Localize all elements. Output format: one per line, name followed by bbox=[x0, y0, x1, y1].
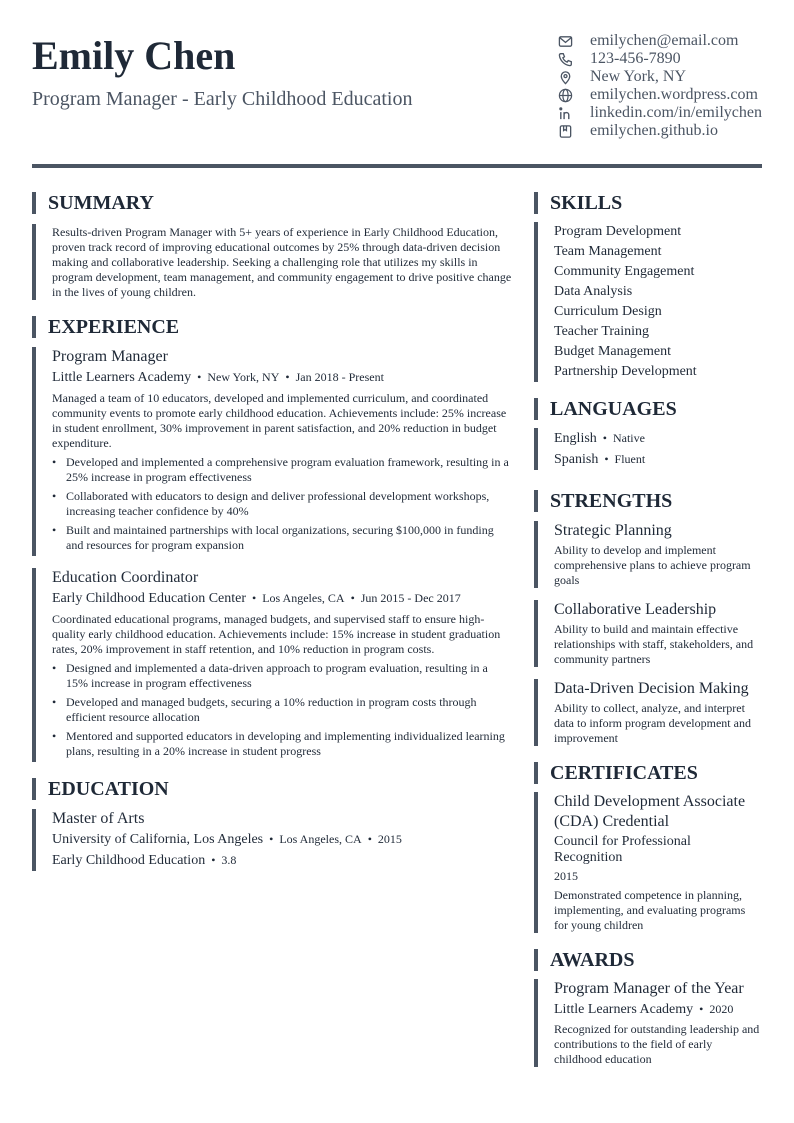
strength-title: Data-Driven Decision Making bbox=[554, 680, 749, 697]
skill-item: Curriculum Design bbox=[554, 304, 662, 319]
education-item bbox=[32, 809, 512, 871]
experience-item bbox=[32, 568, 512, 762]
education-field-row: Early Childhood Education • 3.8 bbox=[52, 853, 237, 868]
github-icon bbox=[556, 122, 574, 140]
contact-github-text: emilychen.github.io bbox=[590, 122, 718, 139]
location-icon bbox=[556, 68, 574, 86]
school-location: Los Angeles, CA bbox=[279, 832, 362, 846]
experience-item bbox=[32, 347, 512, 556]
experience-heading: EXPERIENCE bbox=[32, 316, 512, 338]
job-location: New York, NY bbox=[207, 370, 280, 384]
job-company: Early Childhood Education Center bbox=[52, 591, 247, 606]
contact-location bbox=[556, 68, 766, 86]
award-meta: Little Learners Academy • 2020 bbox=[554, 1002, 734, 1017]
languages-heading: LANGUAGES bbox=[534, 398, 762, 420]
school: University of California, Los Angeles bbox=[52, 832, 264, 847]
gpa: 3.8 bbox=[221, 853, 237, 867]
skill-item: Team Management bbox=[554, 244, 662, 259]
contact-email-text: emilychen@email.com bbox=[590, 32, 739, 49]
education-meta: University of California, Los Angeles • Los Angeles, CA • 2015 bbox=[52, 832, 402, 847]
skill-item: Program Development bbox=[554, 224, 682, 239]
job-company: Little Learners Academy bbox=[52, 370, 192, 385]
skill-item: Teacher Training bbox=[554, 324, 650, 339]
resume-header bbox=[32, 32, 762, 166]
skill-item: Budget Management bbox=[554, 344, 672, 359]
award-title: Program Manager of the Year bbox=[554, 980, 744, 997]
certificate-item bbox=[534, 792, 762, 933]
summary-heading: SUMMARY bbox=[32, 192, 512, 214]
summary-block bbox=[32, 224, 512, 300]
language-item: English • Native bbox=[554, 431, 645, 446]
job-title: Program Manager bbox=[52, 348, 168, 365]
contact-list bbox=[556, 32, 766, 140]
contact-email[interactable] bbox=[556, 32, 766, 50]
strength-item bbox=[534, 521, 762, 588]
main-column bbox=[32, 192, 512, 871]
certificate-issuer: Council for Professional Recognition bbox=[554, 834, 691, 865]
job-title: Education Coordinator bbox=[52, 569, 199, 586]
job-dates: Jan 2018 - Present bbox=[295, 370, 384, 384]
strength-item bbox=[534, 600, 762, 667]
candidate-title: Program Manager - Early Childhood Education bbox=[32, 88, 413, 110]
job-description: Managed a team of 10 educators, developed and implemented curriculum, and coordinated community events to promote early childhood education. Achievements include: 25% increase in student enrollment, 30% improvement in parent satisfaction, and 20% reduction in budget expenditure. bbox=[52, 391, 507, 450]
job-bullets bbox=[52, 661, 512, 759]
summary-text: Results-driven Program Manager with 5+ years of experience in Early Childhood Education, proven track record of improving educational outcomes by 25% through data-driven decision making and collaborative leadership. Seeking a challenging role that utilizes my skills in program development, team management, and community engagement to drive positive change in the lives of young children. bbox=[52, 225, 512, 299]
language-name: English bbox=[554, 431, 597, 446]
contact-linkedin-text: linkedin.com/in/emilychen bbox=[590, 104, 762, 121]
job-meta: Little Learners Academy • New York, NY • Jan 2018 - Present bbox=[52, 370, 384, 385]
language-name: Spanish bbox=[554, 452, 599, 467]
strengths-heading: STRENGTHS bbox=[534, 490, 762, 512]
candidate-name: Emily Chen bbox=[32, 33, 236, 78]
certificate-desc: Demonstrated competence in planning, implementing, and evaluating programs for young children bbox=[554, 888, 746, 932]
header-divider bbox=[32, 164, 762, 168]
degree: Master of Arts bbox=[52, 810, 145, 827]
list-item: • Designed and implemented a data-driven approach to program evaluation, resulting in a 15% increase in program effectiveness bbox=[52, 661, 512, 691]
skill-item: Community Engagement bbox=[554, 264, 695, 279]
contact-linkedin[interactable] bbox=[556, 104, 766, 122]
strength-desc: Ability to build and maintain effective relationships with staff, stakeholders, and community partners bbox=[554, 622, 754, 666]
contact-phone[interactable] bbox=[556, 50, 766, 68]
strength-title: Collaborative Leadership bbox=[554, 601, 717, 618]
job-meta: Early Childhood Education Center • Los Angeles, CA • Jun 2015 - Dec 2017 bbox=[52, 591, 461, 606]
contact-website-text: emilychen.wordpress.com bbox=[590, 86, 758, 103]
phone-icon bbox=[556, 50, 574, 68]
contact-location-text: New York, NY bbox=[590, 68, 687, 85]
skill-item: Data Analysis bbox=[554, 284, 633, 299]
globe-icon bbox=[556, 86, 574, 104]
contact-github[interactable] bbox=[556, 122, 766, 140]
award-item bbox=[534, 979, 762, 1067]
strength-title: Strategic Planning bbox=[554, 522, 672, 539]
strength-desc: Ability to collect, analyze, and interpret data to inform program development and improvement bbox=[554, 701, 751, 745]
list-item: • Mentored and supported educators in developing and implementing individualized learning plans, resulting in a 20% increase in student progress bbox=[52, 729, 512, 759]
language-level: Native bbox=[612, 431, 645, 445]
contact-website[interactable] bbox=[556, 86, 766, 104]
strength-item bbox=[534, 679, 762, 746]
award-desc: Recognized for outstanding leadership and contributions to the field of early childhood education bbox=[554, 1022, 760, 1066]
skills-list bbox=[534, 222, 762, 382]
certificates-heading: CERTIFICATES bbox=[534, 762, 762, 784]
skill-item: Partnership Development bbox=[554, 364, 697, 379]
job-description: Coordinated educational programs, managed budgets, and supervised staff to ensure high-quality early childhood education. Achievements include: 15% increase in student graduation rates, 20% improvement in staff retention, and 10% reduction in program costs. bbox=[52, 612, 501, 656]
list-item: • Developed and implemented a comprehensive program evaluation framework, resulting in a 25% increase in program effectiveness bbox=[52, 455, 512, 485]
awards-heading: AWARDS bbox=[534, 949, 762, 971]
linkedin-icon bbox=[556, 104, 574, 122]
strength-desc: Ability to develop and implement comprehensive plans to achieve program goals bbox=[554, 543, 751, 587]
certificate-title: Child Development Associate (CDA) Credential bbox=[554, 793, 746, 830]
award-org: Little Learners Academy bbox=[554, 1002, 694, 1017]
job-dates: Jun 2015 - Dec 2017 bbox=[360, 591, 461, 605]
graduation-year: 2015 bbox=[377, 832, 402, 846]
education-heading: EDUCATION bbox=[32, 778, 512, 800]
list-item: • Built and maintained partnerships with local organizations, securing $100,000 in funding and resources for program expansion bbox=[52, 523, 512, 553]
certificate-year: 2015 bbox=[554, 869, 578, 883]
list-item: • Collaborated with educators to design and deliver professional development workshops, increasing teacher confidence by 40% bbox=[52, 489, 512, 519]
languages-list bbox=[534, 428, 762, 470]
mail-icon bbox=[556, 32, 574, 50]
side-column bbox=[534, 192, 762, 1067]
language-item: Spanish • Fluent bbox=[554, 452, 646, 467]
contact-phone-text: 123-456-7890 bbox=[590, 50, 681, 67]
job-location: Los Angeles, CA bbox=[262, 591, 345, 605]
language-level: Fluent bbox=[614, 452, 646, 466]
list-item: • Developed and managed budgets, securing a 10% reduction in program costs through efficient resource allocation bbox=[52, 695, 512, 725]
field-of-study: Early Childhood Education bbox=[52, 853, 206, 868]
job-bullets bbox=[52, 455, 512, 553]
award-year: 2020 bbox=[709, 1002, 734, 1016]
skills-heading: SKILLS bbox=[534, 192, 762, 214]
